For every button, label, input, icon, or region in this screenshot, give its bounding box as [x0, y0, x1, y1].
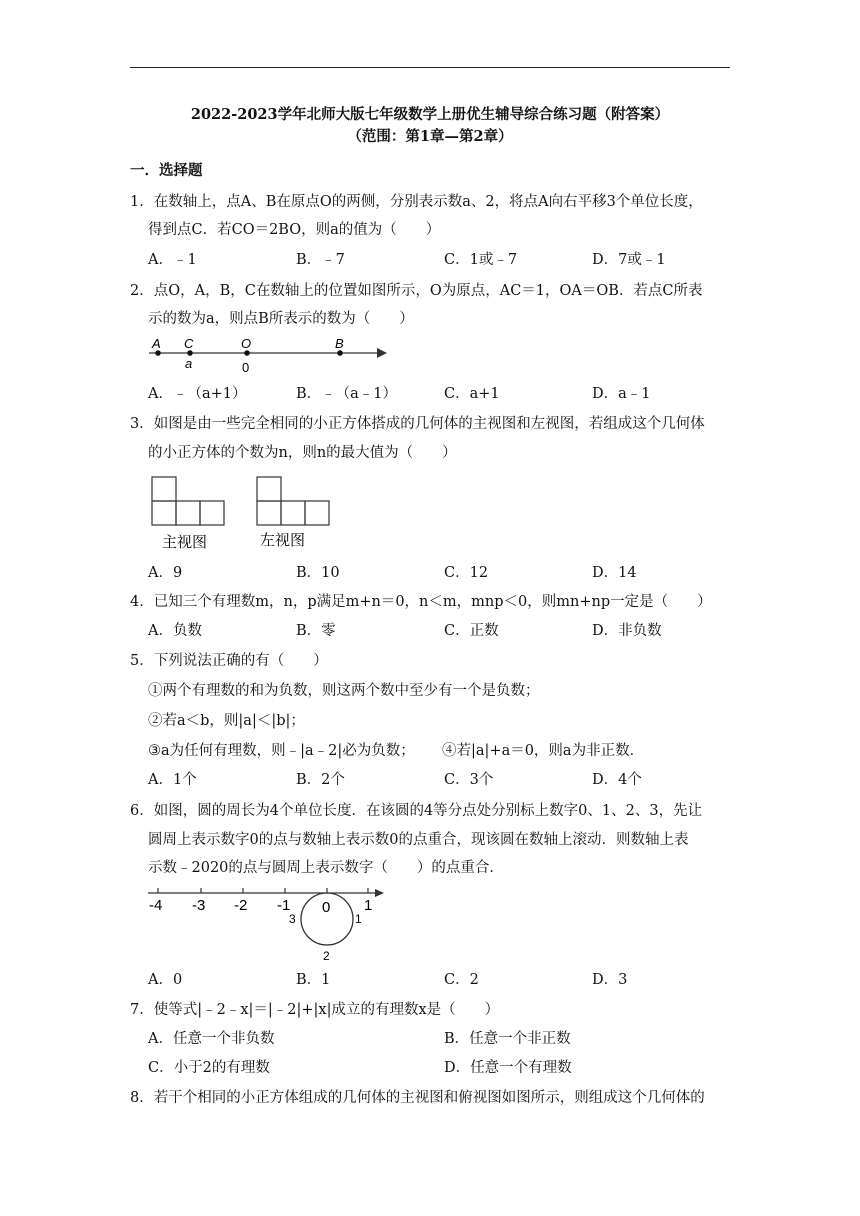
q2-line-2: 示的数为a，则点B所表示的数为（ ） — [148, 311, 414, 327]
q2-line-1: 2．点O，A，B，C在数轴上的位置如图所示，O为原点，AC＝1，OA＝OB．若点C所表 — [130, 283, 703, 299]
q1-line-2: 得到点C．若CO＝2BO，则a的值为（ ） — [148, 222, 441, 238]
q5-option-d[interactable]: D．4个 — [592, 772, 642, 788]
tick-label-one: 1 — [364, 897, 373, 914]
q5-option-c[interactable]: C．3个 — [444, 772, 494, 788]
q3-line-1: 3．如图是由一些完全相同的小正方体搭成的几何体的主视图和左视图，若组成这个几何体 — [130, 416, 705, 432]
q1-line-1: 1．在数轴上，点A、B在原点O的两侧，分别表示数a、2，将点A向右平移3个单位长度， — [130, 194, 703, 210]
label-a-value: a — [185, 356, 193, 371]
q5-line-1: 5．下列说法正确的有（ ） — [130, 653, 328, 669]
q3-views-figure — [148, 474, 338, 554]
label-c: C — [184, 336, 194, 351]
title-line-1: 2022-2023学年北师大版七年级数学上册优生辅导综合练习题（附答案） — [190, 106, 670, 123]
q2-option-d[interactable]: D．a﹣1 — [592, 386, 651, 402]
left-view-label: 左视图 — [260, 532, 306, 549]
arrow-head-icon — [375, 889, 384, 897]
left-view-grid — [257, 477, 329, 525]
q7-line-1: 7．使等式|﹣2﹣x|＝|﹣2|+|x|成立的有理数x是（ ） — [130, 1002, 500, 1018]
q5-statement-3: ③a为任何有理数，则﹣|a﹣2|必为负数； — [148, 743, 415, 759]
front-view-grid — [152, 477, 224, 525]
q1-option-c[interactable]: C．1或﹣7 — [444, 252, 518, 268]
q6-line-2: 圆周上表示数字0的点与数轴上表示数0的点重合，现该圆在数轴上滚动．则数轴上表 — [148, 832, 689, 848]
q6-line-1: 6．如图，圆的周长为4个单位长度．在该圆的4等分点处分别标上数字0、1、2、3，先让 — [130, 803, 703, 819]
q2-option-b[interactable]: B．﹣（a﹣1） — [296, 386, 398, 402]
header-rule — [130, 67, 730, 68]
q6-option-d[interactable]: D．3 — [592, 972, 628, 988]
q7-option-a[interactable]: A．任意一个非负数 — [148, 1031, 275, 1047]
q7-option-c[interactable]: C．小于2的有理数 — [148, 1060, 270, 1076]
tick-label-neg3: -3 — [192, 897, 206, 914]
point-o-dot — [244, 350, 250, 356]
q1-option-d[interactable]: D．7或﹣1 — [592, 252, 666, 268]
tick-label-neg4: -4 — [149, 897, 163, 914]
label-b: B — [335, 336, 344, 351]
q8-line-1: 8．若干个相同的小正方体组成的几何体的主视图和俯视图如图所示，则组成这个几何体的 — [130, 1090, 705, 1106]
q4-option-c[interactable]: C．正数 — [444, 623, 499, 639]
q3-line-2: 的小正方体的个数为n，则n的最大值为（ ） — [148, 445, 457, 461]
q3-option-c[interactable]: C．12 — [444, 565, 489, 581]
q6-line-3: 示数﹣2020的点与圆周上表示数字（ ）的点重合． — [148, 860, 504, 876]
tick-marks — [158, 888, 368, 893]
label-zero: 0 — [242, 360, 250, 375]
point-b-dot — [337, 350, 343, 356]
q3-option-d[interactable]: D．14 — [592, 565, 637, 581]
q6-option-c[interactable]: C．2 — [444, 972, 479, 988]
q6-option-b[interactable]: B．1 — [296, 972, 331, 988]
q5-statement-1: ①两个有理数的和为负数，则这两个数中至少有一个是负数； — [148, 683, 540, 699]
tick-label-neg2: -2 — [234, 897, 248, 914]
point-a-dot — [155, 350, 161, 356]
point-c-dot — [187, 350, 193, 356]
q4-option-a[interactable]: A．负数 — [148, 623, 202, 639]
q5-option-a[interactable]: A．1个 — [148, 772, 197, 788]
q3-option-a[interactable]: A．9 — [148, 565, 183, 581]
q5-statement-4: ④若|a|+a＝0，则a为非正数． — [442, 743, 645, 759]
q6-rolling-circle-figure — [146, 885, 396, 963]
q4-option-d[interactable]: D．非负数 — [592, 623, 662, 639]
q7-option-b[interactable]: B．任意一个非正数 — [444, 1031, 571, 1047]
q3-option-b[interactable]: B．10 — [296, 565, 340, 581]
label-a: A — [152, 336, 161, 351]
title-line-2: （范围：第1章—第2章） — [347, 128, 513, 145]
q1-option-a[interactable]: A．﹣1 — [148, 252, 197, 268]
q5-option-b[interactable]: B．2个 — [296, 772, 345, 788]
label-o: O — [241, 336, 252, 351]
tick-label-zero: 0 — [322, 899, 331, 916]
q4-option-b[interactable]: B．零 — [296, 623, 336, 639]
circle-label-1: 1 — [355, 912, 362, 926]
q2-option-a[interactable]: A．﹣（a+1） — [148, 386, 247, 402]
q5-statement-2: ②若a＜b，则|a|＜|b|； — [148, 713, 305, 729]
q4-line-1: 4．已知三个有理数m，n，p满足m+n＝0，n＜m，mnp＜0，则mn+np一定是（ ） — [130, 594, 712, 610]
circle-label-2: 2 — [323, 949, 330, 963]
q2-option-c[interactable]: C．a+1 — [444, 386, 500, 402]
front-view-label: 主视图 — [162, 534, 208, 551]
arrow-head-icon — [377, 348, 387, 358]
q7-option-d[interactable]: D．任意一个有理数 — [444, 1060, 572, 1076]
q1-option-b[interactable]: B．﹣7 — [296, 252, 345, 268]
tick-label-neg1: -1 — [277, 897, 291, 914]
section-heading: 一．选择题 — [130, 162, 203, 179]
circle-label-3: 3 — [289, 912, 296, 926]
q6-option-a[interactable]: A．0 — [148, 972, 183, 988]
q2-number-line-figure — [145, 334, 395, 378]
